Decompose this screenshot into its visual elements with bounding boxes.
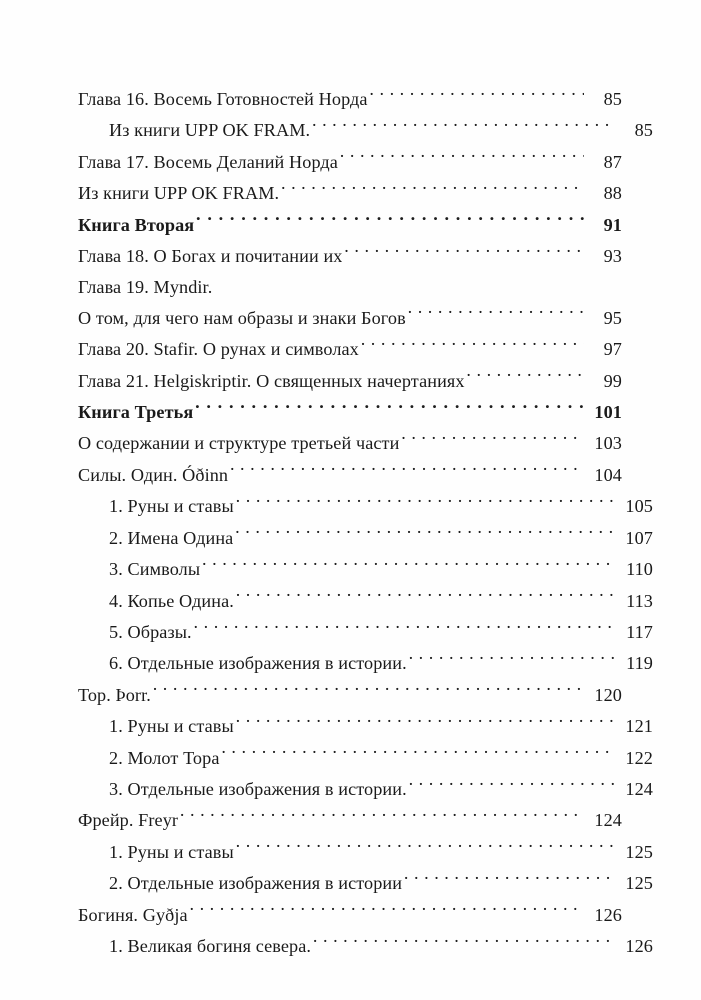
toc-leader-dots: [235, 526, 615, 544]
toc-entry[interactable]: [78, 837, 653, 868]
toc-leader-dots: [344, 244, 584, 262]
toc-entry-page-number: 91: [603, 214, 622, 235]
toc-entry-title: Из книги UPP OK FRAM.: [78, 183, 280, 204]
toc-leader-dots: [466, 368, 584, 386]
toc-leader-dots: [230, 463, 584, 481]
toc-entry-title: Глава 21. Helgiskriptir. О священных начертаниях: [78, 370, 465, 391]
toc-entry-title: 1. Руны и ставы: [109, 841, 234, 862]
toc-entry-page-number: 120: [594, 684, 622, 705]
toc-leader-dots: [195, 400, 584, 418]
toc-entry[interactable]: [78, 711, 653, 742]
toc-entry[interactable]: [78, 491, 653, 522]
toc-entry-page-number: 101: [594, 402, 622, 423]
toc-entry-page-number: 113: [626, 590, 653, 611]
toc-leader-dots: [236, 494, 616, 512]
toc-entry-page-number: 126: [594, 904, 622, 925]
toc-entry-title: 4. Копье Одина.: [109, 590, 234, 611]
toc-entry-title: Книга Вторая: [78, 214, 195, 235]
toc-entry-title: Глава 18. О Богах и почитании их: [78, 246, 343, 267]
toc-entry-title: 2. Отдельные изображения в истории: [109, 873, 403, 894]
toc-entry-title: Тор. Þorr.: [78, 684, 151, 705]
toc-entry-page-number: 126: [625, 935, 653, 956]
toc-entry-page-number: 97: [603, 339, 622, 360]
toc-leader-dots: [408, 306, 585, 324]
toc-entry-page-number: 125: [625, 873, 653, 894]
toc-entry-title: 1. Руны и ставы: [109, 716, 234, 737]
toc-leader-dots: [340, 150, 584, 168]
toc-entry-page-number: 124: [625, 778, 653, 799]
toc-entry[interactable]: [78, 366, 622, 397]
toc-entry-page-number: 107: [625, 527, 653, 548]
toc-leader-dots: [236, 588, 615, 606]
toc-leader-dots: [236, 714, 616, 732]
toc-entry-page-number: 104: [594, 464, 622, 485]
toc-entry-title: 1. Великая богиня севера.: [109, 935, 312, 956]
toc-entry-title: Глава 17. Восемь Деланий Норда: [78, 151, 338, 172]
toc-entry-title: 1. Руны и ставы: [109, 496, 234, 517]
toc-entry[interactable]: [78, 241, 622, 272]
toc-entry-page-number: 124: [594, 810, 622, 831]
toc-entry-title: 2. Имена Одина: [109, 527, 234, 548]
toc-entry[interactable]: [78, 805, 622, 836]
toc-list: [78, 84, 653, 962]
toc-entry-page-number: 122: [625, 747, 653, 768]
toc-leader-dots: [189, 902, 584, 920]
toc-entry-title: 5. Образы.: [109, 621, 192, 642]
toc-entry[interactable]: [78, 84, 622, 115]
toc-entry-page-number: 88: [603, 183, 622, 204]
toc-leader-dots: [312, 118, 615, 136]
toc-entry-page-number: 125: [625, 841, 653, 862]
toc-entry-title: Глава 20. Stafir. О рунах и символах: [78, 339, 359, 360]
toc-entry[interactable]: [78, 303, 622, 334]
toc-leader-dots: [361, 337, 585, 355]
toc-entry-page-number: 85: [634, 120, 653, 141]
toc-entry[interactable]: [78, 428, 622, 459]
toc-entry-title: О том, для чего нам образы и знаки Богов: [78, 307, 406, 328]
toc-entry[interactable]: [78, 586, 653, 617]
toc-entry[interactable]: [78, 397, 622, 428]
toc-entry-page-number: 95: [603, 307, 622, 328]
toc-entry-title: 3. Отдельные изображения в истории.: [109, 778, 407, 799]
toc-entry-title: Богиня. Gyðja: [78, 904, 188, 925]
toc-entry-title: Глава 19. Myndir.: [78, 277, 213, 298]
toc-entry[interactable]: [78, 554, 653, 585]
toc-entry-page-number: 99: [603, 370, 622, 391]
toc-leader-dots: [369, 87, 584, 105]
toc-entry[interactable]: [78, 272, 622, 303]
toc-entry[interactable]: [78, 868, 653, 899]
toc-entry-page-number: 119: [626, 653, 653, 674]
toc-leader-dots: [313, 934, 615, 952]
toc-entry-title: Силы. Один. Óðinn: [78, 464, 229, 485]
toc-leader-dots: [236, 840, 616, 858]
toc-leader-dots: [153, 683, 584, 701]
toc-leader-dots: [196, 212, 584, 230]
toc-leader-dots: [409, 651, 616, 669]
toc-leader-dots: [409, 777, 616, 795]
toc-entry-title: Глава 16. Восемь Готовностей Норда: [78, 89, 368, 109]
toc-entry[interactable]: [78, 931, 653, 962]
toc-leader-dots: [401, 431, 584, 449]
toc-entry-title: 2. Молот Тора: [109, 747, 220, 768]
toc-entry[interactable]: [78, 648, 653, 679]
toc-entry[interactable]: [78, 460, 622, 491]
toc-entry[interactable]: [78, 523, 653, 554]
toc-entry-title: Из книги UPP OK FRAM.: [109, 120, 311, 141]
toc-leader-dots: [202, 557, 615, 575]
toc-entry[interactable]: [78, 334, 622, 365]
toc-leader-dots: [404, 871, 615, 889]
toc-entry-title: 3. Символы: [109, 559, 201, 580]
toc-entry[interactable]: [78, 115, 653, 146]
toc-entry-title: 6. Отдельные изображения в истории.: [109, 653, 407, 674]
toc-entry-title: Книга Третья: [78, 402, 194, 423]
toc-entry[interactable]: [78, 178, 622, 209]
toc-entry[interactable]: [78, 900, 622, 931]
toc-entry-page-number: 121: [625, 716, 653, 737]
toc-entry-page-number: 85: [603, 89, 622, 109]
toc-entry-page-number: 87: [603, 151, 622, 172]
toc-entry-page-number: 105: [625, 496, 653, 517]
toc-entry[interactable]: [78, 617, 653, 648]
toc-entry-page-number: 117: [626, 621, 653, 642]
toc-leader-dots: [281, 181, 584, 199]
toc-entry[interactable]: [78, 147, 622, 178]
toc-leader-dots: [194, 620, 616, 638]
toc-entry-page-number: 103: [594, 433, 622, 454]
toc-entry[interactable]: [78, 210, 622, 241]
toc-leader-dots: [221, 745, 615, 763]
toc-entry-title: О содержании и структуре третьей части: [78, 433, 400, 454]
toc-entry[interactable]: [78, 774, 653, 805]
toc-entry-page-number: 110: [626, 559, 653, 580]
toc-entry-title: Фрейр. Freyr: [78, 810, 179, 831]
toc-entry[interactable]: [78, 743, 653, 774]
toc-leader-dots: [180, 808, 584, 826]
toc-entry[interactable]: [78, 680, 622, 711]
toc-entry-page-number: 93: [603, 246, 622, 267]
